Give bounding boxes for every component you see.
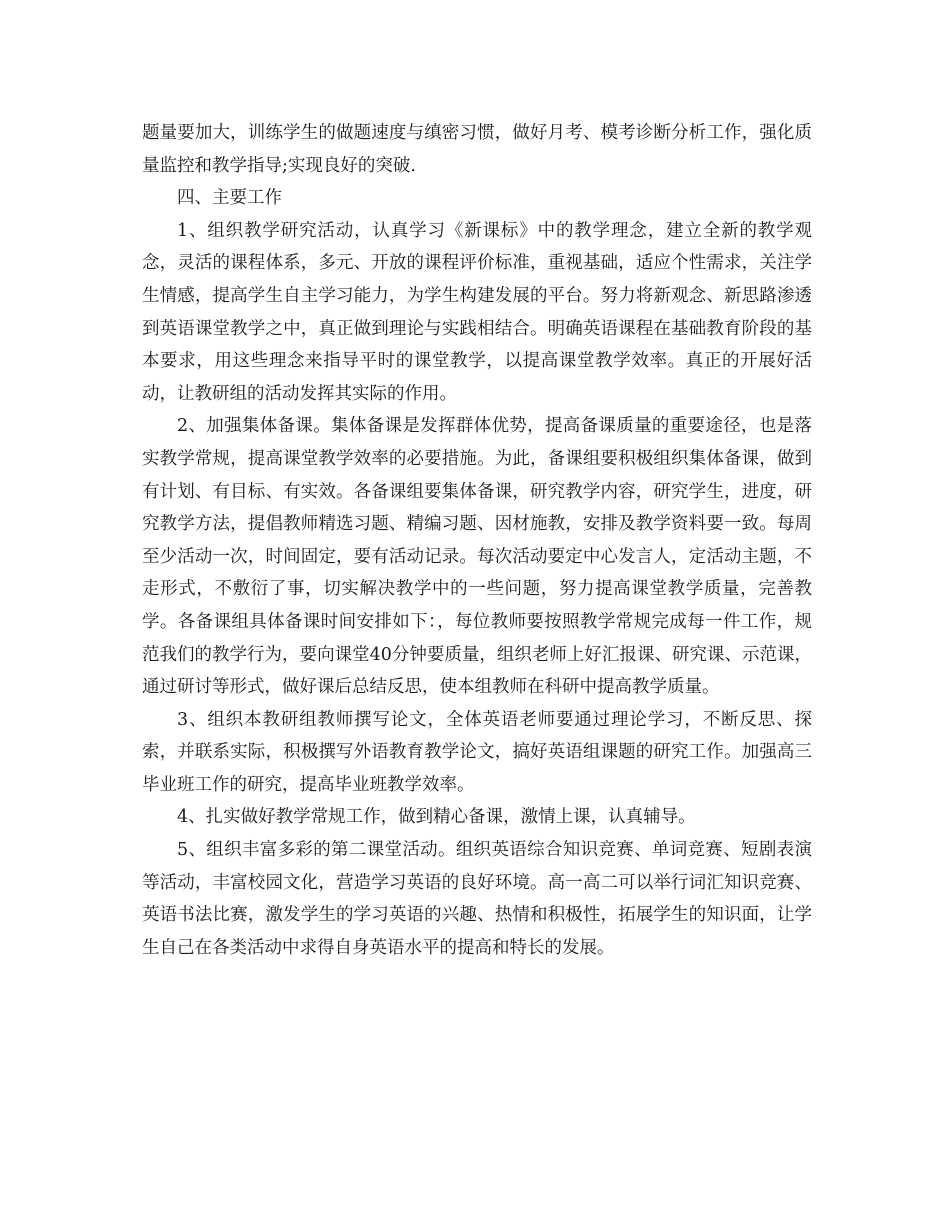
paragraph-item-5: 5、组织丰富多彩的第二课堂活动。组织英语综合知识竞赛、单词竞赛、短剧表演等活动，丰富校园文化，营造学习英语的良好环境。高一高二可以举行词汇知识竞赛、英语书法比赛，激发学生的学习英语的兴趣、热情和积极性，拓展学生的知识面，让学生自己在各类活动中求得自身英语水平的提高和特长的发展。 (142, 840, 812, 958)
paragraph-item-3: 3、组织本教研组教师撰写论文，全体英语老师要通过理论学习，不断反思、探索，并联系实际，积极撰写外语教育教学论文，搞好英语组课题的研究工作。加强高三毕业班工作的研究，提高毕业班教学效率。 (142, 709, 812, 795)
paragraph-item-2: 2、加强集体备课。集体备课是发挥群体优势，提高备课质量的重要途径，也是落实教学常规，提高课堂教学效率的必要措施。为此，备课组要积极组织集体备课，做到有计划、有目标、有实效。各备课组要集体备课，研究教学内容，研究学生，进度，研究教学方法，提倡教师精选习题、精编习题、因材施教，安排及教学资料要一致。每周至少活动一次，时间固定，要有活动记录。每次活动要定中心发言人，定活动主题，不走形式，不敷衍了事，切实解决教学中的一些问题，努力提高课堂教学质量，完善教学。各备课组具体备课时间安排如下：，每位教师要按照教学常规完成每一件工作，规范我们的教学行为，要向课堂40分钟要质量，组织老师上好汇报课、研究课、示范课，通过研讨等形式，做好课后总结反思，使本组教师在科研中提高教学质量。 (142, 416, 812, 698)
section-heading: 四、主要工作 (177, 188, 282, 209)
paragraph-item-1: 1、组织教学研究活动，认真学习《新课标》中的教学理念，建立全新的教学观念，灵活的课程体系，多元、开放的课程评价标准，重视基础，适应个性需求，关注学生情感，提高学生自主学习能力，为学生构建发展的平台。努力将新观念、新思路渗透到英语课堂教学之中，真正做到理论与实践相结合。明确英语课程在基础教育阶段的基本要求，用这些理念来指导平时的课堂教学，以提高课堂教学效率。真正的开展好活动，让教研组的活动发挥其实际的作用。 (142, 220, 812, 404)
document-page (142, 117, 812, 964)
paragraph-continuation: 题量要加大，训练学生的做题速度与缜密习惯，做好月考、模考诊断分析工作，强化质量监控和教学指导;实现良好的突破. (142, 123, 812, 176)
paragraph-item-4: 4、扎实做好教学常规工作，做到精心备课，激情上课，认真辅导。 (177, 807, 696, 828)
